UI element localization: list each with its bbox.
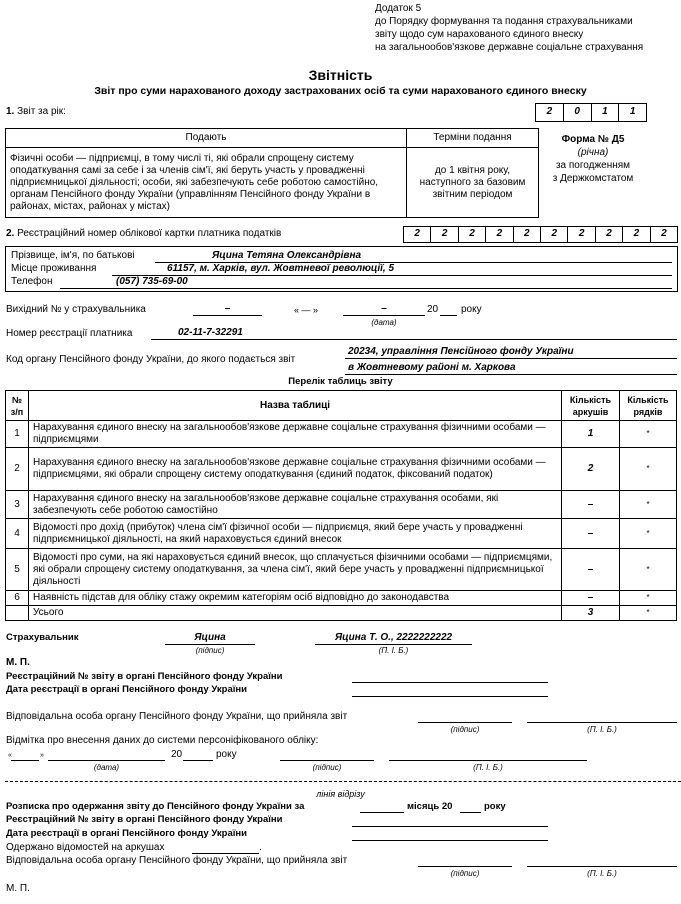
header-deadlines: Терміни подання xyxy=(407,129,539,148)
phone-value[interactable]: (057) 735-69-00 xyxy=(116,276,188,287)
deadline-text: до 1 квітня року, наступного за базовим звітним періодом xyxy=(407,148,539,218)
year-suffix: року xyxy=(461,304,482,315)
payer-reg-value[interactable]: 02-11-7-32291 xyxy=(178,327,243,338)
year-label: 1. Звіт за рік: xyxy=(6,106,66,117)
cut-line xyxy=(5,781,681,782)
table-row: 4 Відомості про дохід (прибуток) члена сім'ї фізичної особи — підприємця, який бере участь у провадженні підприємницької діяльності, на який нараховується єдиний внесок – * xyxy=(6,519,677,549)
appendix-line: звіту щодо сум нарахованого єдиного внеску xyxy=(375,29,584,40)
signer-signature[interactable]: Яцина xyxy=(194,632,226,643)
submitters-text: Фізичні особи — підприємці, в тому числі ті, які обрали спрощену систему оподаткування самі за себе і за членів сім'ї, які беруть участь у провадженні підприємницької діяльності; особи, які забезпечують себе роботою самостійно, органам Пенсійного фонду України (управлінням Пенсійного фонду України в районах, містах, районах у містах) xyxy=(6,148,407,218)
tables-list-title: Перелік таблиць звіту xyxy=(288,376,393,387)
table-row: 2 Нарахування єдиного внеску на загальнообов'язкове державне соціальне страхування фізичними особами — підприємцями, які обрали спрощену систему оподаткування (єдиний податок, фіксований податок) 2 * xyxy=(6,448,677,491)
page-title: Звітність xyxy=(308,67,373,83)
name-label: Прізвище, ім'я, по батькові xyxy=(11,250,135,261)
date-caption: (дата) xyxy=(371,318,397,327)
outgoing-date[interactable]: – xyxy=(381,303,387,314)
tax-id-cells: 2 2 2 2 2 2 2 2 2 2 xyxy=(403,226,678,243)
form-info: Форма № Д5 (річна) за погодженням з Держкомстатом xyxy=(552,134,634,184)
address-value[interactable]: 61157, м. Харків, вул. Жовтневої революції, 5 xyxy=(167,263,395,274)
outgoing-day[interactable]: « — » xyxy=(294,305,319,315)
appendix-line: до Порядку формування та подання страхувальниками xyxy=(375,16,633,27)
stamp-place: М. П. xyxy=(6,657,30,668)
pfu-code-label: Код органу Пенсійного фонду України, до якого подається звіт xyxy=(6,354,296,365)
phone-label: Телефон xyxy=(11,276,53,287)
appendix-line: на загальнообов'язкове державне соціальне страхування xyxy=(375,42,644,53)
tables-list: № з/п Назва таблиці Кількість аркушів Кількість рядків 1 Нарахування єдиного внеску на загальнообов'язкове державне соціальне страхування фізичними особами — підприємцями 1 * 2 Нарахування єдиного внеску на загальнообов'язкове державне соціальне страхування фізичними особами — підприємцями, які обрали спрощену систему оподаткування (єдиний податок, фіксований податок) 2 * 3 Нарахування єдиного внеску на загальнообов'язкове державне соціальне страхування особами, які забезпечують себе роботою самостійно – * 4 Відомості про дохід (прибуток) члена сім'ї фізичної особи — підприємця, який бере участь у провадженні підприємницької діяльності, на який нараховується єдиний внесок – * 5 Відомості про суми, на які нараховується єдиний внесок, що сплачується фізичними особами — підприємцями, які обрали спрощену систему оподаткування, за члена сім'ї, який бере участь у провадженні підприємницької діяльності – * 6 Наявність підстав для обліку стажу окремим категоріям осіб відповідно до законодавства – * Усього 3 * xyxy=(5,390,677,621)
submitters-table xyxy=(5,128,539,218)
name-value[interactable]: Яцина Тетяна Олександрівна xyxy=(212,250,362,261)
pfu-code-line2[interactable]: в Жовтневому районі м. Харкова xyxy=(348,362,516,373)
address-label: Місце проживання xyxy=(11,263,97,274)
signer-name[interactable]: Яцина Т. О., 2222222222 xyxy=(334,632,453,643)
pfu-code-line1[interactable]: 20234, управління Пенсійного фонду України xyxy=(348,346,574,357)
year-prefix: 20 xyxy=(427,304,439,315)
header-submitters: Подають xyxy=(6,129,407,148)
tax-id-label: 2. Реєстраційний номер облікової картки платника податків xyxy=(6,228,282,239)
table-row-total: Усього 3 * xyxy=(6,606,677,621)
outgoing-label: Вихідний № у страхувальника xyxy=(6,304,146,315)
outgoing-number[interactable]: – xyxy=(224,303,231,314)
payer-reg-label: Номер реєстрації платника xyxy=(6,328,133,339)
table-row: 3 Нарахування єдиного внеску на загальнообов'язкове державне соціальне страхування особами, які забезпечують себе роботою самостійно – * xyxy=(6,491,677,519)
table-row: 1 Нарахування єдиного внеску на загальнообов'язкове державне соціальне страхування фізичними особами — підприємцями 1 * xyxy=(6,421,677,448)
signer-label: Страхувальник xyxy=(6,632,79,643)
page-subtitle: Звіт про суми нарахованого доходу застрахованих осіб та суми нарахованого єдиного внеску xyxy=(94,85,587,97)
table-row: 6 Наявність підстав для обліку стажу окремим категоріям осіб відповідно до законодавства – * xyxy=(6,591,677,606)
year-cells: 2 0 1 1 xyxy=(535,103,647,122)
appendix-title: Додаток 5 xyxy=(375,3,422,14)
table-row: 5 Відомості про суми, на які нараховується єдиний внесок, що сплачується фізичними особами — підприємцями, які обрали спрощену систему оподаткування, за члена сім'ї, який бере участь у провадженні підприємницької діяльності – * xyxy=(6,549,677,591)
cut-line-label: лінія відрізу xyxy=(316,789,365,799)
